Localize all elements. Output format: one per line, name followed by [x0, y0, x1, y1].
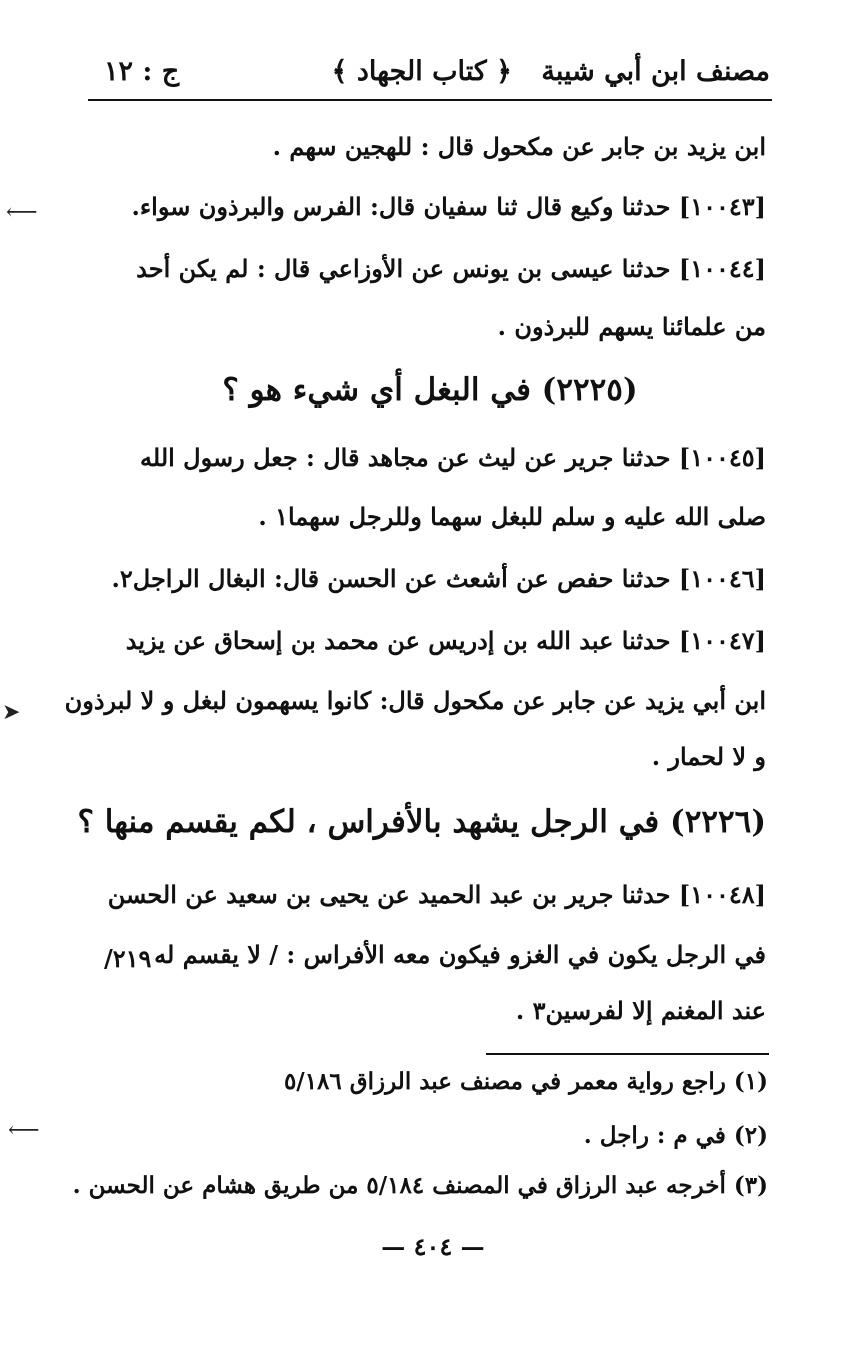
hadith-10046: [١٠٠٤٦] حدثنا حفص عن أشعث عن الحسن قال: البغال الراجل٢.	[111, 564, 766, 593]
chapter-title-2225: (٢٢٢٥) في البغل أي شيء هو ؟	[222, 372, 638, 408]
text-line-1: ابن يزيد بن جابر عن مكحول قال : للهجين سهم .	[272, 132, 766, 161]
chapter-heading: ﴿ كتاب الجهاد ﴾	[331, 56, 512, 87]
manuscript-folio-ref: ٢١٩/	[104, 944, 152, 973]
footnote-3: (٣) أخرجه عبد الرزاق في المصنف ٥/١٨٤ من طريق هشام عن الحسن .	[72, 1172, 768, 1199]
header-rule	[88, 99, 772, 101]
hadith-10048: [١٠٠٤٨] حدثنا جرير بن عبد الحميد عن يحيى بن سعيد عن الحسن	[107, 880, 766, 909]
footnote-1: (١) راجع رواية معمر في مصنف عبد الرزاق ٥/١٨٦	[283, 1068, 768, 1095]
binding-mark-icon: ⟵	[6, 200, 38, 225]
hadith-10044: [١٠٠٤٤] حدثنا عيسى بن يونس عن الأوزاعي قال : لم يكن أحد	[136, 254, 766, 283]
text-line-6: صلى الله عليه و سلم للبغل سهما وللرجل سهما١ .	[258, 502, 766, 531]
binding-mark-icon: ⟵	[8, 1118, 40, 1143]
text-line-13: عند المغنم إلا لفرسين٣ .	[515, 996, 766, 1025]
chapter-title-2226: (٢٢٢٦) في الرجل يشهد بالأفراس ، لكم يقسم منها ؟	[77, 804, 766, 840]
hadith-10045: [١٠٠٤٥] حدثنا جرير عن ليث عن مجاهد قال : جعل رسول الله	[140, 443, 766, 472]
volume-number: ج : ١٢	[104, 56, 180, 87]
binding-mark-icon: ➤	[2, 700, 21, 725]
text-line-9: ابن أبي يزيد عن جابر عن مكحول قال: كانوا يسهمون لبغل و لا لبرذون	[64, 686, 766, 715]
text-line-4: من علمائنا يسهم للبرذون .	[497, 312, 766, 341]
page-number: — ٤٠٤ —	[381, 1232, 485, 1261]
page-header	[90, 50, 770, 94]
hadith-10047: [١٠٠٤٧] حدثنا عبد الله بن إدريس عن محمد بن إسحاق عن يزيد	[125, 626, 766, 655]
book-title: مصنف ابن أبي شيبة	[541, 56, 770, 87]
footnote-rule	[486, 1053, 769, 1055]
text-line-10: و لا لحمار .	[651, 742, 766, 771]
text-line-12: في الرجل يكون في الغزو فيكون معه الأفراس : / لا يقسم له	[154, 940, 766, 969]
footnote-2: (٢) في م : راجل .	[583, 1122, 768, 1149]
hadith-10043: [١٠٠٤٣] حدثنا وكيع قال ثنا سفيان قال: الفرس والبرذون سواء.	[131, 192, 766, 221]
